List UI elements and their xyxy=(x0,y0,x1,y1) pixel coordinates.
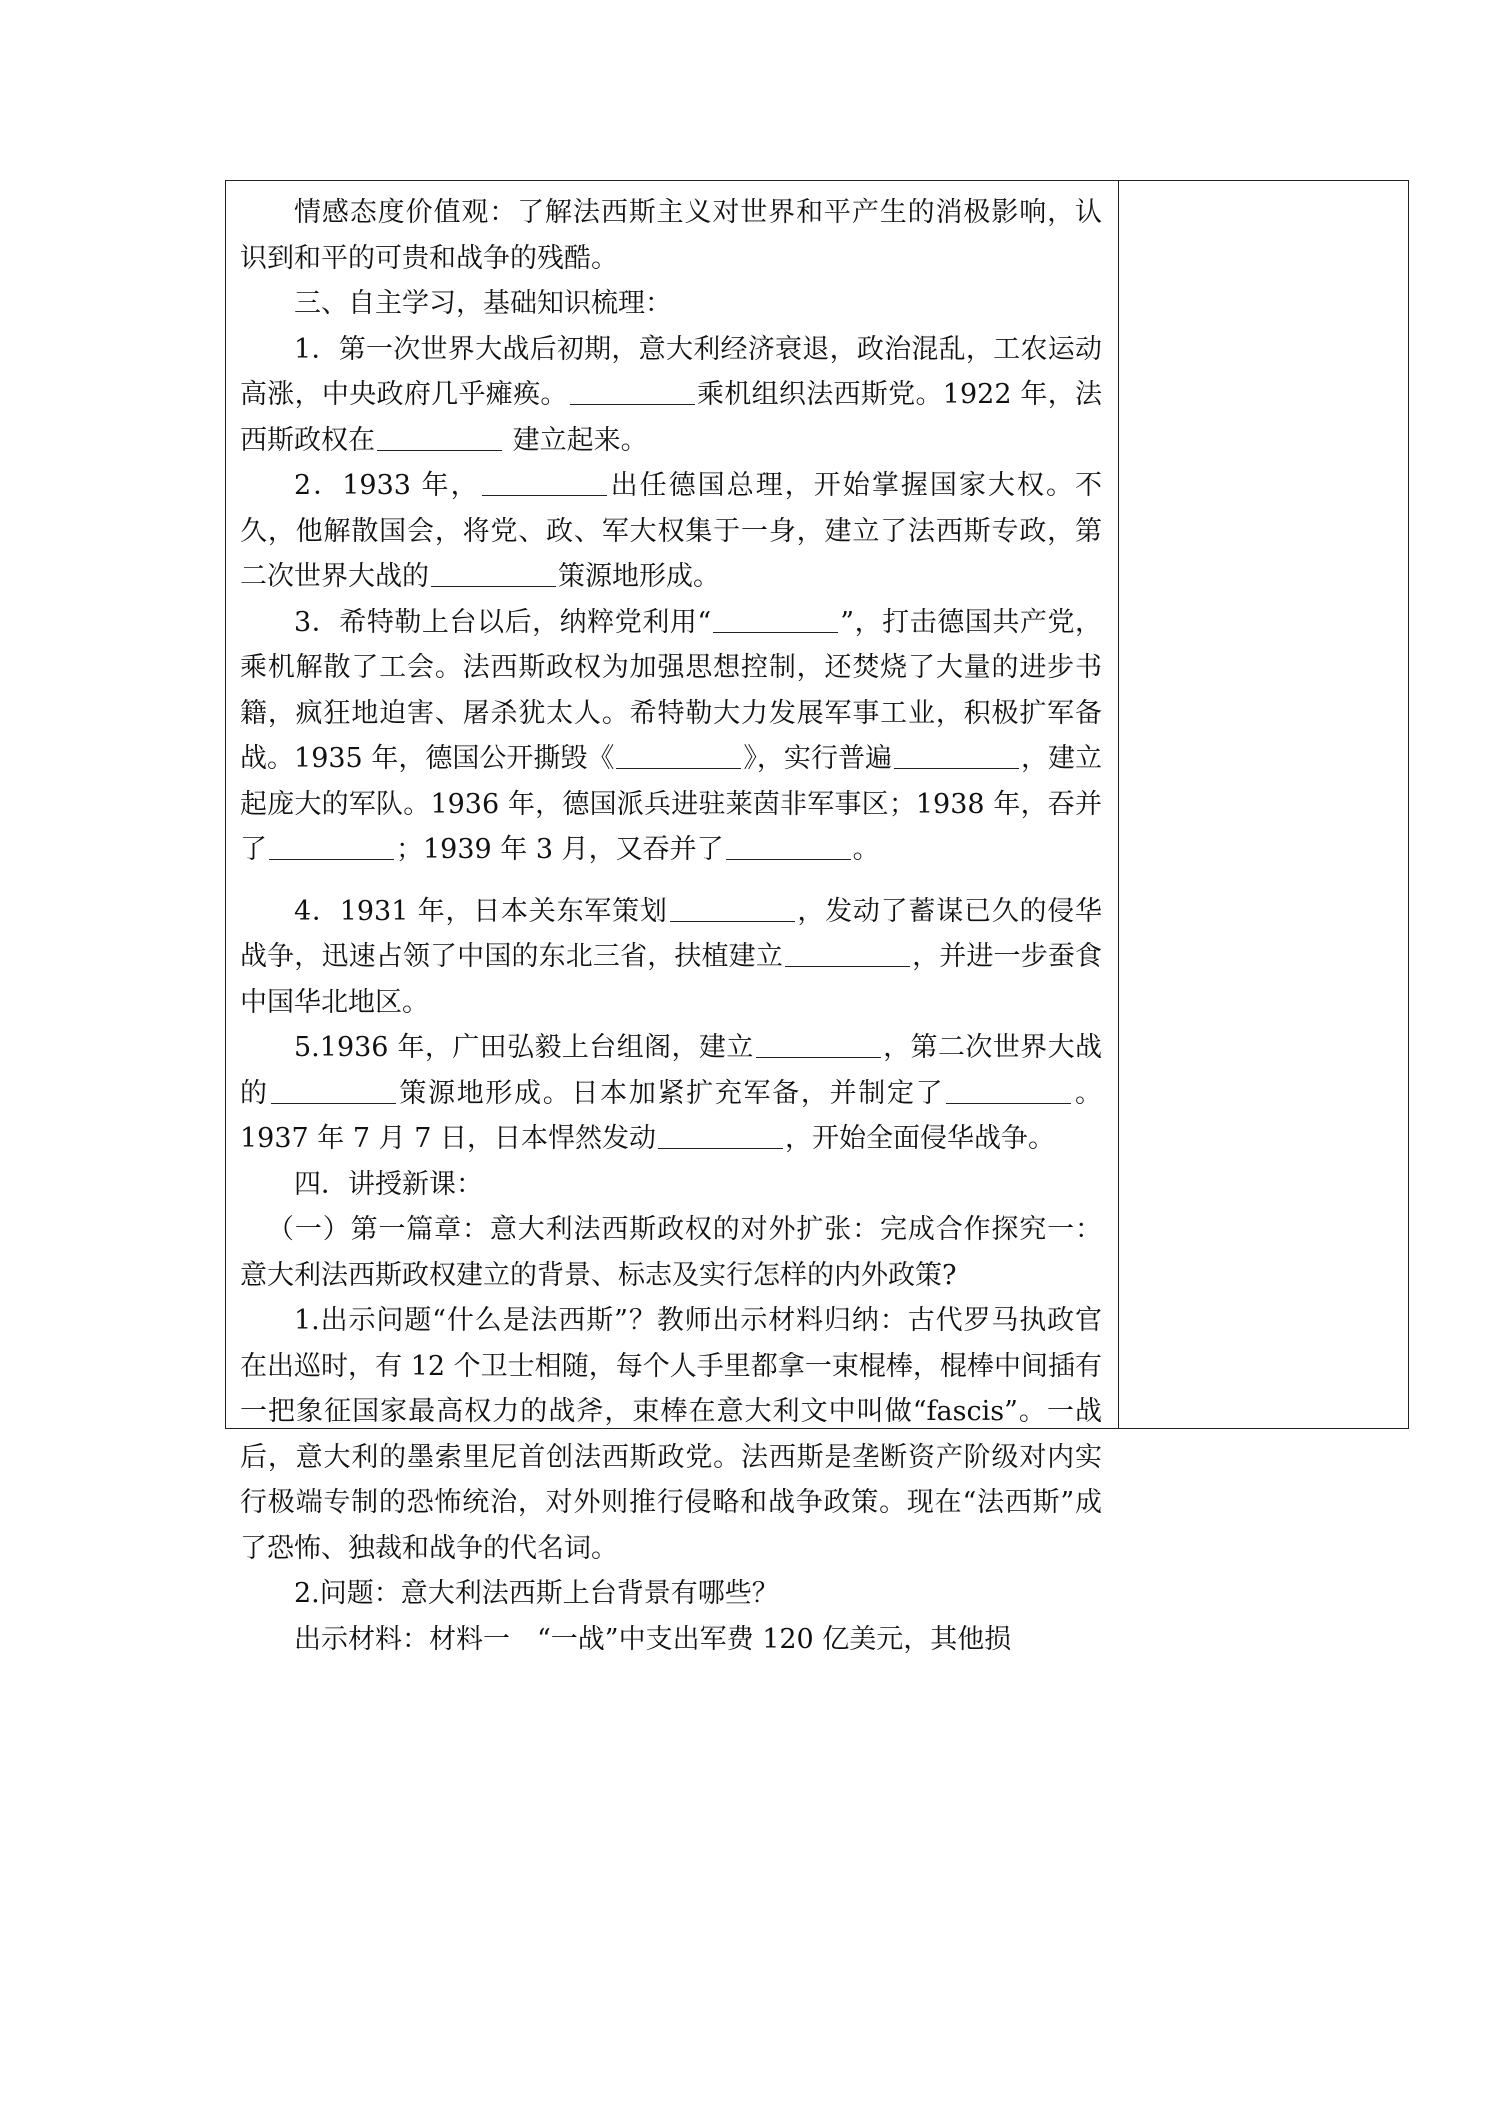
question-2: 2．1933 年， 出任德国总理，开始掌握国家大权。不久，他解散国会，将党、政、军大权集于一身，建立了法西斯专政，第二次世界大战的 策源地形成。 xyxy=(240,470,1102,592)
chapter-1-heading: （一）第一篇章：意大利法西斯政权的对外扩张：完成合作探究一：意大利法西斯政权建立的背景、标志及实行怎样的内外政策? xyxy=(240,1214,1102,1291)
paragraph-emotion-goal: 情感态度价值观：了解法西斯主义对世界和平产生的消极影响，认识到和平的可贵和战争的残酷。 xyxy=(240,197,1102,274)
section-heading-self-study: 三、自主学习，基础知识梳理： xyxy=(294,288,672,319)
blank-line xyxy=(431,559,556,587)
paragraph-fascism-definition: 1.出示问题“什么是法西斯”？教师出示材料归纳：古代罗马执政官在出巡时，有 12 个卫士相随，每个人手里都拿一束棍棒，棍棒中间插有一把象征国家最高权力的战斧，束棒在意大利文中叫做“fascis”。一战后，意大利的墨索里尼首创法西斯政党。法西斯是垄断资产阶级对内实行极端专制的恐怖统治，对外则推行侵略和战争政策。现在“法西斯”成了恐怖、独裁和战争的代名词。 xyxy=(240,1305,1102,1564)
blank-line xyxy=(658,1121,783,1149)
blank-line xyxy=(756,1030,881,1058)
question-3: 3．希特勒上台以后，纳粹党利用“ ”，打击德国共产党，乘机解散了工会。法西斯政权为加强思想控制，还焚烧了大量的进步书籍，疯狂地迫害、屠杀犹太人。希特勒大力发展军事工业，积极扩军备战。1935 年，德国公开撕毁《 》，实行普遍 ，建立起庞大的军队。1936 年，德国派兵进驻莱茵非军事区；1938 年，吞并了 ；1939 年 3 月，又吞并了 。 xyxy=(240,606,1103,865)
section-heading-new-lesson: 四．讲授新课： xyxy=(294,1168,483,1200)
question-4: 4．1931 年，日本关东军策划 ，发动了蓄谋已久的侵华战争，迅速占领了中国的东北三省，扶植建立 ，并进一步蚕食中国华北地区。 xyxy=(240,895,1103,1018)
blank-line xyxy=(726,832,851,860)
question-5: 5.1936 年，广田弘毅上台组阁，建立 ，第二次世界大战的 策源地形成。日本加紧扩充军备，并制定了 。1937 年 7 月 7 日，日本悍然发动 ，开始全面侵华战争。 xyxy=(240,1032,1103,1154)
blank-line xyxy=(713,605,838,633)
blank-line xyxy=(269,832,394,860)
paragraph-question-background: 2.问题：意大利法西斯上台背景有哪些？ xyxy=(294,1578,779,1609)
question-1: 1．第一次世界大战后初期，意大利经济衰退，政治混乱，工农运动高涨，中央政府几乎瘫痪。 乘机组织法西斯党。1922 年，法西斯政权在 建立起来。 xyxy=(240,333,1103,456)
blank-line xyxy=(616,741,741,769)
blank-line xyxy=(377,423,502,451)
column-divider xyxy=(1118,180,1119,1429)
blank-line xyxy=(670,894,795,922)
paragraph-material-1: 出示材料：材料一 “一战”中支出军费 120 亿美元，其他损 xyxy=(294,1623,1012,1655)
blank-line xyxy=(894,741,1019,769)
blank-line xyxy=(271,1076,396,1104)
lesson-content-cell xyxy=(240,190,1102,1662)
blank-line xyxy=(785,939,910,967)
blank-line xyxy=(482,468,607,496)
blank-line xyxy=(570,377,695,405)
blank-line xyxy=(946,1076,1071,1104)
